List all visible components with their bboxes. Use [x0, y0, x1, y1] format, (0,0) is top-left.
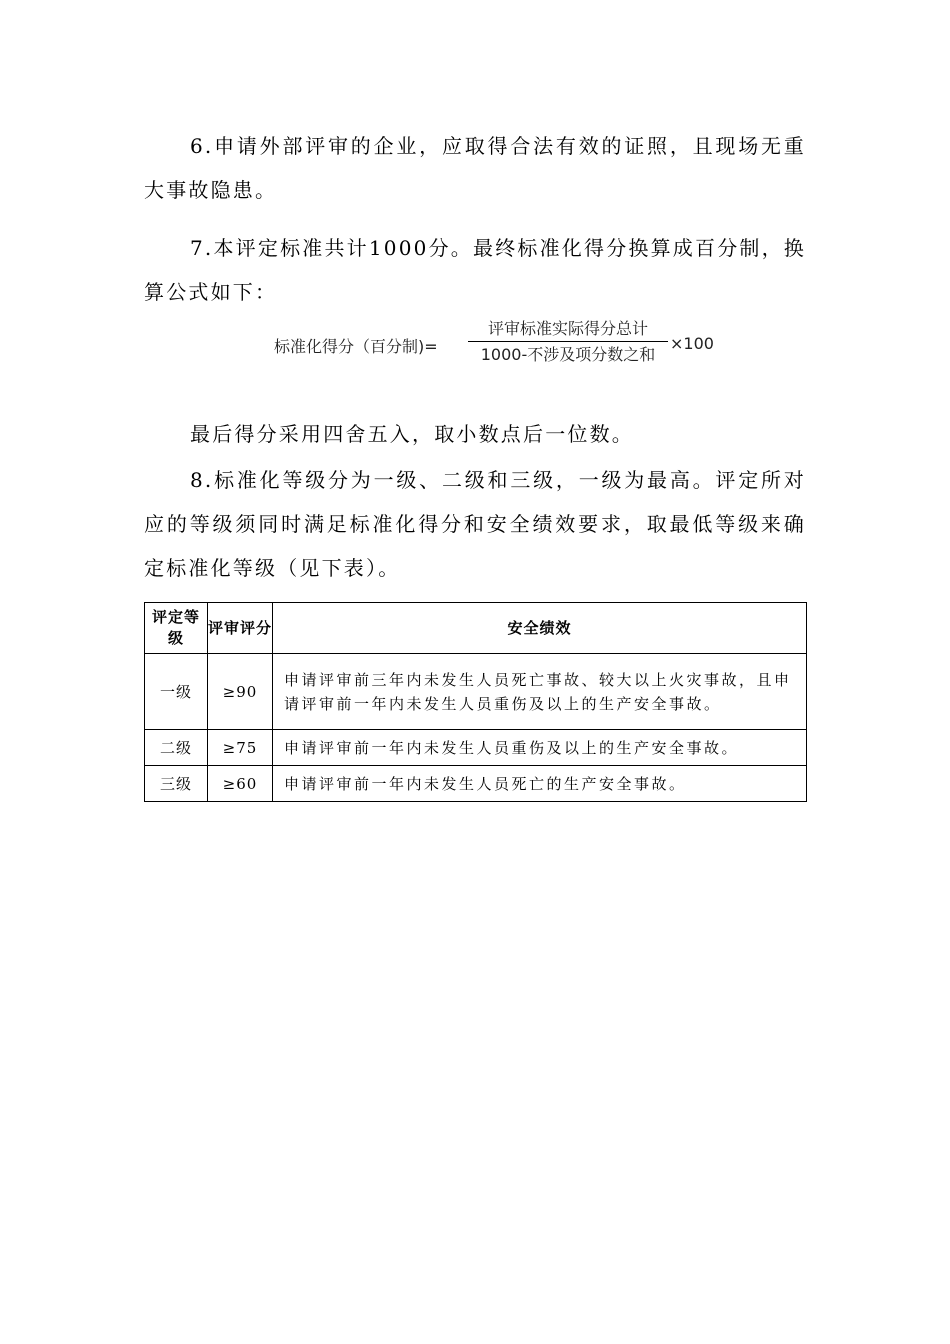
- fraction-bar: [468, 341, 668, 342]
- header-performance: 安全绩效: [273, 603, 807, 654]
- cell-level: 三级: [145, 766, 208, 802]
- cell-score: ≥75: [208, 730, 273, 766]
- table-row: [145, 766, 807, 802]
- cell-performance: 申请评审前一年内未发生人员重伤及以上的生产安全事故。: [273, 730, 807, 766]
- paragraph-rounding: 最后得分采用四舍五入，取小数点后一位数。: [190, 422, 634, 446]
- cell-performance: 申请评审前一年内未发生人员死亡的生产安全事故。: [273, 766, 807, 802]
- cell-score: ≥60: [208, 766, 273, 802]
- table-row: [145, 730, 807, 766]
- formula-denominator: 1000-不涉及项分数之和: [480, 345, 656, 364]
- formula-rhs: ×100: [670, 334, 714, 353]
- cell-performance: 申请评审前三年内未发生人员死亡事故、较大以上火灾事故，且申请评审前一年内未发生人员重伤及以上的生产安全事故。: [273, 654, 807, 730]
- paragraph-7: 7.本评定标准共计1000分。最终标准化得分换算成百分制，换算公式如下：: [144, 236, 806, 304]
- header-score: 评审评分: [208, 603, 273, 654]
- cell-level: 二级: [145, 730, 208, 766]
- table-header-row: [145, 603, 807, 654]
- cell-score: ≥90: [208, 654, 273, 730]
- formula-lhs: 标准化得分（百分制)=: [274, 337, 438, 356]
- cell-level: 一级: [145, 654, 208, 730]
- formula-numerator: 评审标准实际得分总计: [487, 319, 648, 338]
- paragraph-6: 6.申请外部评审的企业，应取得合法有效的证照，且现场无重大事故隐患。: [144, 134, 806, 202]
- formula-fraction: [468, 318, 668, 367]
- table-row: [145, 654, 807, 730]
- header-level: 评定等级: [145, 603, 208, 654]
- grade-table: [144, 602, 807, 802]
- paragraph-8: 8.标准化等级分为一级、二级和三级，一级为最高。评定所对应的等级须同时满足标准化得分和安全绩效要求，取最低等级来确定标准化等级（见下表）。: [144, 468, 806, 580]
